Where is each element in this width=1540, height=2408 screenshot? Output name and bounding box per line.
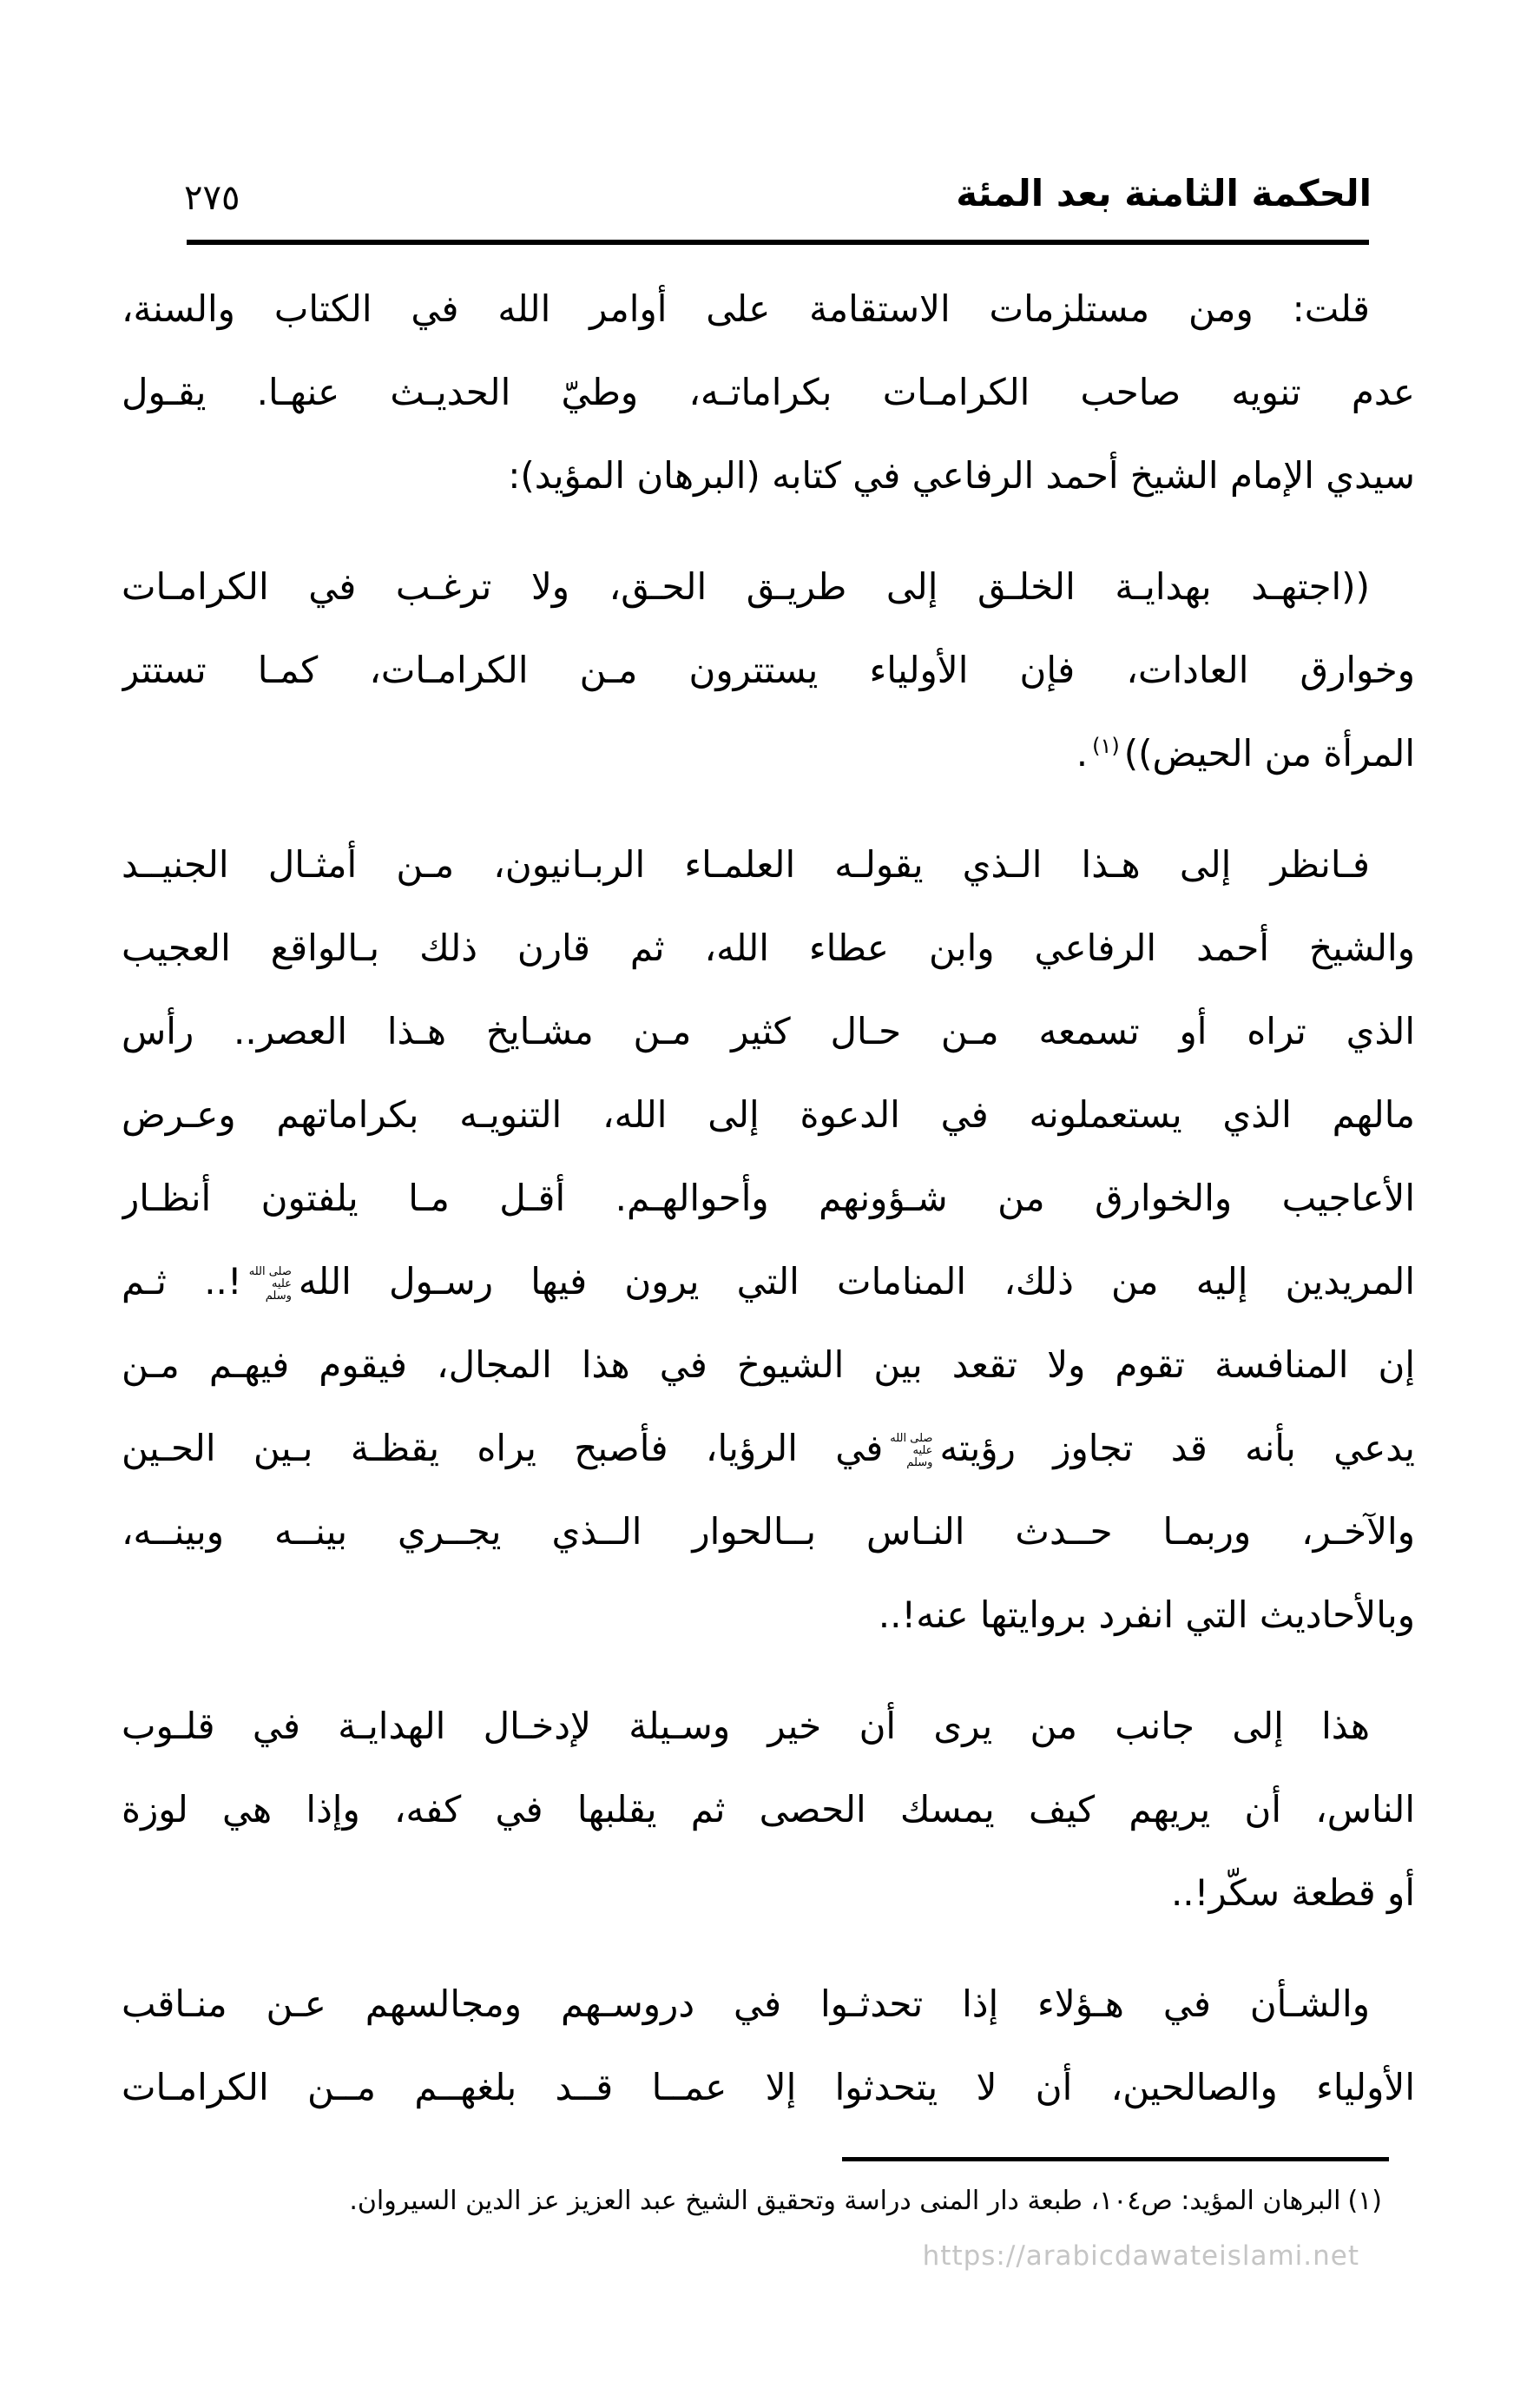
body-line [122, 1407, 1415, 1490]
body-line: الناس، أن يريهم كيف يمسك الحصى ثم يقلبها في كفه، وإذا هي لوزة [122, 1788, 1415, 1831]
body-line: إن المنافسة تقوم ولا تقعد بين الشيوخ في هذا المجال، فيقوم فيهـم مـن [122, 1343, 1415, 1386]
line-text: يدعي بأنه قد تجاوز رؤيته [939, 1427, 1415, 1469]
body-line: أو قطعة سكّر!.. [1170, 1871, 1415, 1914]
body-line: سيدي الإمام الشيخ أحمد الرفاعي في كتابه (البرهان المؤيد): [508, 454, 1415, 497]
body-line: الأعاجيب والخوارق من شـؤونهم وأحوالهـم. أقـل مـا يلفتون أنظـار [122, 1177, 1415, 1219]
honorific-line: عليه [271, 1277, 292, 1290]
line-text: . [1076, 732, 1089, 775]
pbuh-honorific-symbol [890, 1433, 932, 1469]
footnote-number: (١) [1347, 2186, 1382, 2216]
footnote-marker: (١) [1092, 734, 1120, 758]
watermark-url: https://arabicdawateislami.net [922, 2240, 1359, 2272]
footnote [130, 2171, 1382, 2232]
body-line: والآخـر، وربمـا حــدث النـاس بــالحوار الــذي يجــري بينــه وبينــه، [122, 1510, 1415, 1553]
body-line [122, 712, 1415, 795]
page-number: ٢٧٥ [184, 178, 240, 218]
pbuh-honorific-symbol [249, 1266, 292, 1303]
body-line: الذي تراه أو تسمعه مـن حـال كثير مـن مشـايخ هـذا العصر.. رأس [122, 1010, 1415, 1052]
body-line: الأولياء والصالحين، أن لا يتحدثوا إلا عمــا قــد بلغهــم مــن الكرامـات [122, 2066, 1415, 2108]
quote-paragraph [122, 545, 1415, 795]
paragraph [122, 1685, 1415, 1935]
body-line: عدم تنويه صاحب الكرامـات بكراماتـه، وطيّ الحديـث عنهـا. يقـول [122, 371, 1415, 413]
body-line: هذا إلى جانب من يرى أن خير وسـيلة لإدخـال الهدايـة في قلـوب [122, 1705, 1370, 1747]
honorific-line: وسلم [265, 1289, 292, 1303]
body-line: وبالأحاديث التي انفرد بروايتها عنه!.. [878, 1593, 1415, 1636]
body-line: والشيخ أحمد الرفاعي وابن عطاء الله، ثم قارن ذلك بـالواقع العجيب [122, 927, 1415, 969]
body-line: والشـأن في هـؤلاء إذا تحدثـوا في دروسـهم ومجالسهم عـن منـاقب [122, 1982, 1370, 2025]
honorific-line: وسلم [906, 1455, 933, 1469]
body-line: قلت: ومن مستلزمات الاستقامة على أوامر الله في الكتاب والسنة، [122, 287, 1370, 330]
body-line: مالهم الذي يستعملونه في الدعوة إلى الله، التنويـه بكراماتهم وعـرض [122, 1093, 1415, 1136]
paragraph [122, 267, 1415, 518]
body-line: وخوارق العادات، فإن الأولياء يستترون مـن الكرامـات، كمـا تستتر [122, 649, 1415, 691]
honorific-line: صلى الله [248, 1264, 292, 1278]
honorific-line: صلى الله [890, 1431, 933, 1445]
footnote-separator [842, 2157, 1389, 2161]
body-line: ((اجتهـد بهدايـة الخلـق إلى طريـق الحـق، ولا ترغـب في الكرامـات [122, 565, 1370, 608]
line-text: في الرؤيا، فأصبح يراه يقظـة بـين الحـين [122, 1427, 884, 1469]
footnote-text: البرهان المؤيد: ص١٠٤، طبعة دار المنى دراسة وتحقيق الشيخ عبد العزيز عز الدين السيروان. [349, 2186, 1341, 2216]
page-title: الحكمة الثامنة بعد المئة [956, 172, 1372, 214]
body-line: فـانظر إلى هـذا الـذي يقولـه العلمـاء الربـانيون، مـن أمثـال الجنيــد [122, 843, 1370, 886]
body-text [122, 267, 1415, 2157]
honorific-line: عليه [912, 1443, 933, 1457]
line-text: !.. ثـم [122, 1260, 242, 1303]
paragraph [122, 823, 1415, 1657]
body-line [122, 1240, 1415, 1323]
line-text: المرأة من الحيض)) [1123, 732, 1415, 775]
header-rule [187, 240, 1369, 245]
paragraph [122, 1963, 1415, 2129]
line-text: المريدين إليه من ذلك، المنامات التي يرون فيها رسـول الله [298, 1260, 1415, 1303]
